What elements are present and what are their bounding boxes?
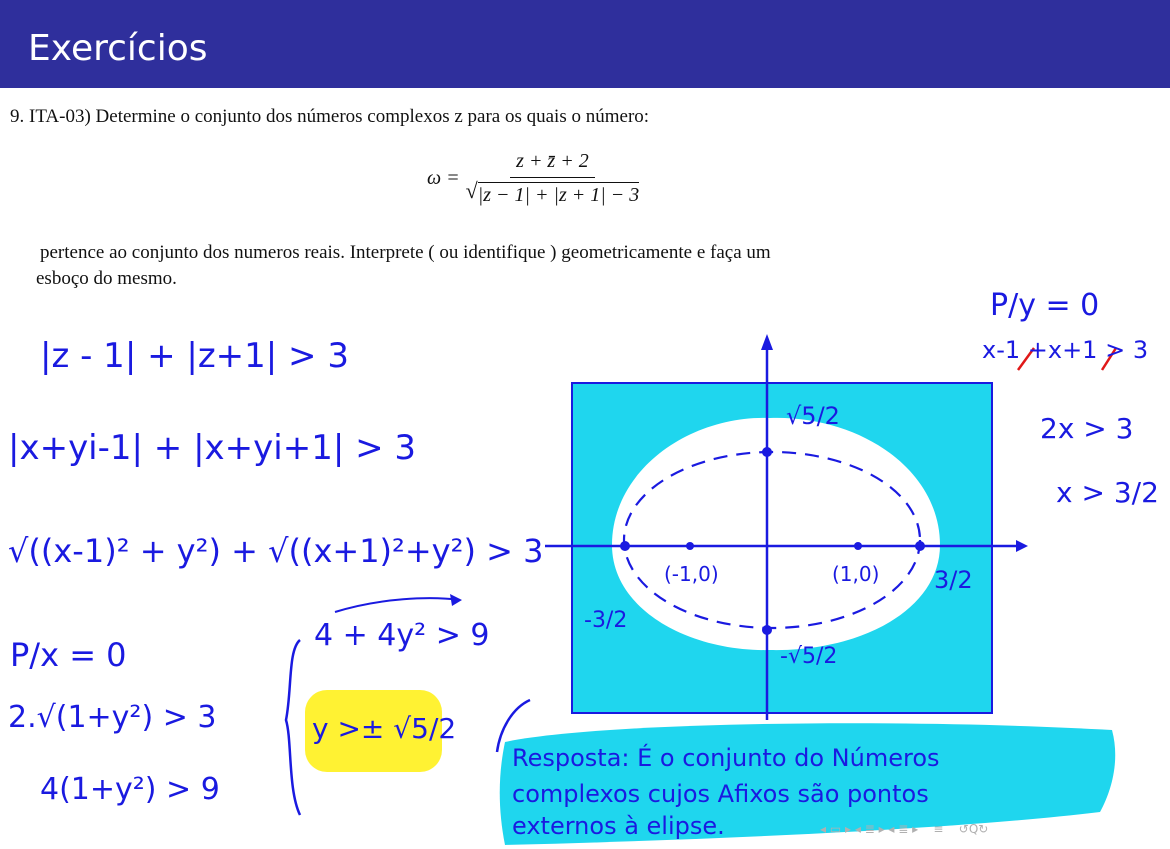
label-one-zero: (1,0) <box>832 562 880 586</box>
formula-numerator: z + z̄ + 2 <box>510 150 595 178</box>
nav-frame-icon[interactable]: ▭ ▸ <box>829 822 852 836</box>
hw-right-3: 2x > 3 <box>1040 412 1134 445</box>
label-sqrt5-half: √5/2 <box>786 402 840 430</box>
x-axis-arrow-icon <box>1016 540 1028 552</box>
answer-line-1: Resposta: É o conjunto do Números <box>512 744 940 772</box>
label-minus-three-half: -3/2 <box>584 608 628 633</box>
hw-line-3: √((x-1)² + y²) + √((x+1)²+y²) > 3 <box>8 532 544 570</box>
answer-line-3: externos à elipse. <box>512 812 725 840</box>
sqrt-icon: √ <box>465 178 478 203</box>
hw-right-1: P/y = 0 <box>990 288 1100 323</box>
nav-section-icon[interactable]: ◂ ≣ ▸ <box>854 822 885 836</box>
continuation-line-2: esboço do mesmo. <box>36 268 177 289</box>
focus-right <box>854 542 862 550</box>
hw-line-6: 4(1+y²) > 9 <box>40 772 220 807</box>
label-three-half: 3/2 <box>934 566 973 594</box>
point-top <box>762 447 772 457</box>
arc-arrow-head-icon <box>450 594 462 606</box>
hw-line-7: 4 + 4y² > 9 <box>314 618 490 653</box>
point-left <box>620 541 630 551</box>
hw-line-1: |z - 1| + |z+1| > 3 <box>40 336 349 376</box>
problem-statement: 9. ITA-03) Determine o conjunto dos números complexos z para os quais o número: <box>10 106 650 127</box>
point-bottom <box>762 625 772 635</box>
formula-lhs: ω = <box>427 167 460 189</box>
focus-left <box>686 542 694 550</box>
nav-search-icon[interactable]: ↺Q↻ <box>958 822 989 836</box>
arc-arrow <box>335 598 460 612</box>
beamer-navigation <box>820 822 988 836</box>
formula-radicand: |z − 1| + |z + 1| − 3 <box>477 184 640 206</box>
hw-line-5: 2.√(1+y²) > 3 <box>8 700 217 735</box>
hw-line-2: |x+yi-1| + |x+yi+1| > 3 <box>8 428 417 468</box>
answer-line-2: complexos cujos Afixos são pontos <box>512 780 929 808</box>
hw-line-4: P/x = 0 <box>10 636 127 674</box>
nav-next-icon[interactable]: ◂ ≣ ▸ <box>888 822 919 836</box>
label-minus-sqrt5-half: -√5/2 <box>780 644 838 669</box>
nav-prev-icon[interactable]: ◂ <box>820 822 830 836</box>
hw-line-8: y >± √5/2 <box>312 712 457 745</box>
label-minus-one-zero: (-1,0) <box>664 562 719 586</box>
nav-align-icon[interactable]: ≡ <box>921 822 955 836</box>
brace-mark <box>286 640 300 815</box>
y-axis-arrow-icon <box>761 334 773 350</box>
continuation-line-1: pertence ao conjunto dos numeros reais. Interprete ( ou identifique ) geometricamente e faça um <box>40 242 771 263</box>
hw-right-4: x > 3/2 <box>1056 476 1159 509</box>
point-right <box>915 541 925 551</box>
hw-right-2: x-1 +x+1 > 3 <box>982 336 1149 364</box>
slide-title: Exercícios <box>28 28 208 69</box>
